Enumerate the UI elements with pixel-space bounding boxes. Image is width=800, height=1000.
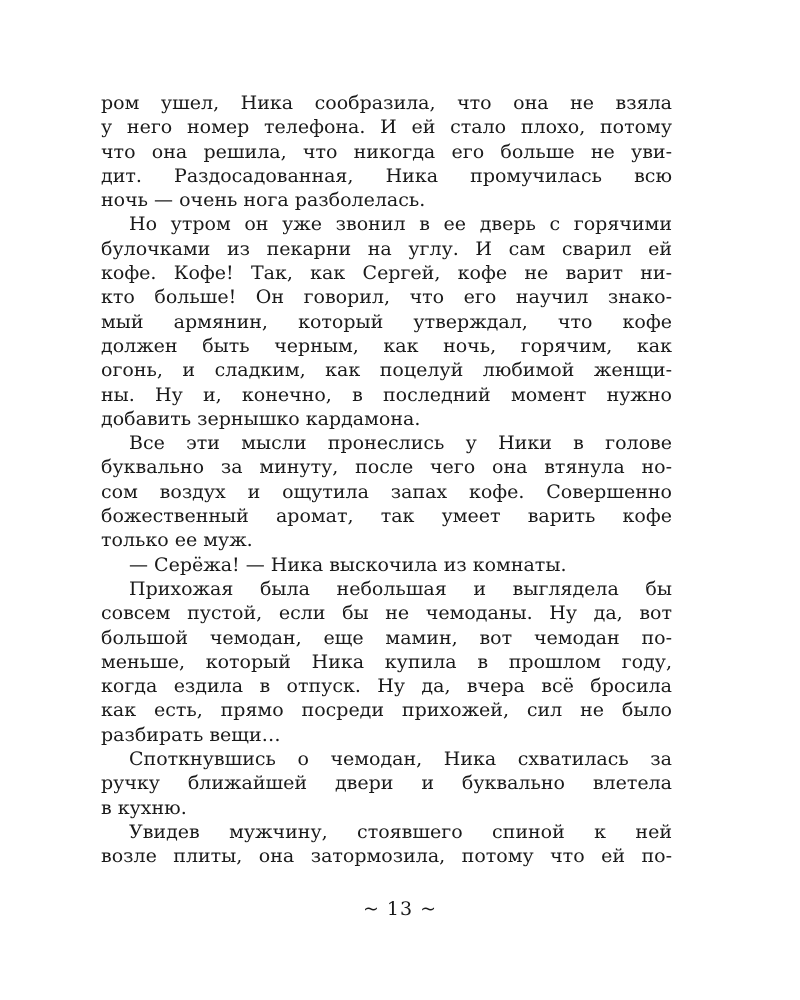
text-line: совсем пустой, если бы не чемоданы. Ну да, вот [101,602,672,625]
text-line: сом воздух и ощутила запах кофе. Совершенно [101,480,672,503]
text-line: божественный аромат, так умеет варить кофе [101,505,672,528]
text-line: меньше, который Ника купила в прошлом году, [101,650,672,673]
text-line: Споткнувшись о чемодан, Ника схватилась за [129,748,672,771]
text-line: ны. Ну и, конечно, в последний момент нужно [101,383,672,406]
text-line: как есть, прямо посреди прихожей, сил не было [101,699,672,722]
text-line: огонь, и сладким, как поцелуй любимой женщи- [101,359,672,382]
text-line: ночь — очень нога разболелась. [101,189,426,212]
text-line: мый армянин, который утверждал, что кофе [101,310,672,333]
text-line: в кухню. [101,796,187,819]
text-line: кто больше! Он говорил, что его научил знако- [101,286,672,309]
body-text [101,91,672,869]
text-line: большой чемодан, еще мамин, вот чемодан по- [101,626,672,649]
text-line: у него номер телефона. И ей стало плохо, потому [101,116,672,139]
text-line: кофе. Кофе! Так, как Сергей, кофе не варит ни- [101,262,672,285]
text-line: буквально за минуту, после чего она втянула но- [101,456,672,479]
text-line: когда ездила в отпуск. Ну да, вчера всё бросила [101,675,672,698]
text-line: дит. Раздосадованная, Ника промучилась всю [101,164,672,187]
text-line: Но утром он уже звонил в ее дверь с горячими [129,213,672,236]
text-line: Все эти мысли пронеслись у Ники в голове [129,432,672,455]
text-line: должен быть черным, как ночь, горячим, как [101,334,672,357]
text-line: ром ушел, Ника сообразила, что она не взяла [101,92,672,114]
text-line: возле плиты, она затормозила, потому что ей по- [101,845,672,868]
text-line: ручку ближайшей двери и буквально влетела [101,772,672,795]
text-line: что она решила, что никогда его больше не уви- [101,140,672,163]
text-line: разбирать вещи… [101,723,281,746]
text-line: булочками из пекарни на углу. И сам сварил ей [101,237,672,260]
text-line: только ее муж. [101,529,253,552]
text-line: Увидев мужчину, стоявшего спиной к ней [129,820,672,843]
text-line: добавить зернышко кардамона. [101,407,421,430]
text-line: — Серёжа! — Ника выскочила из комнаты. [129,553,567,576]
text-line: Прихожая была небольшая и выглядела бы [129,577,672,600]
page-number: ~ 13 ~ [362,898,438,920]
